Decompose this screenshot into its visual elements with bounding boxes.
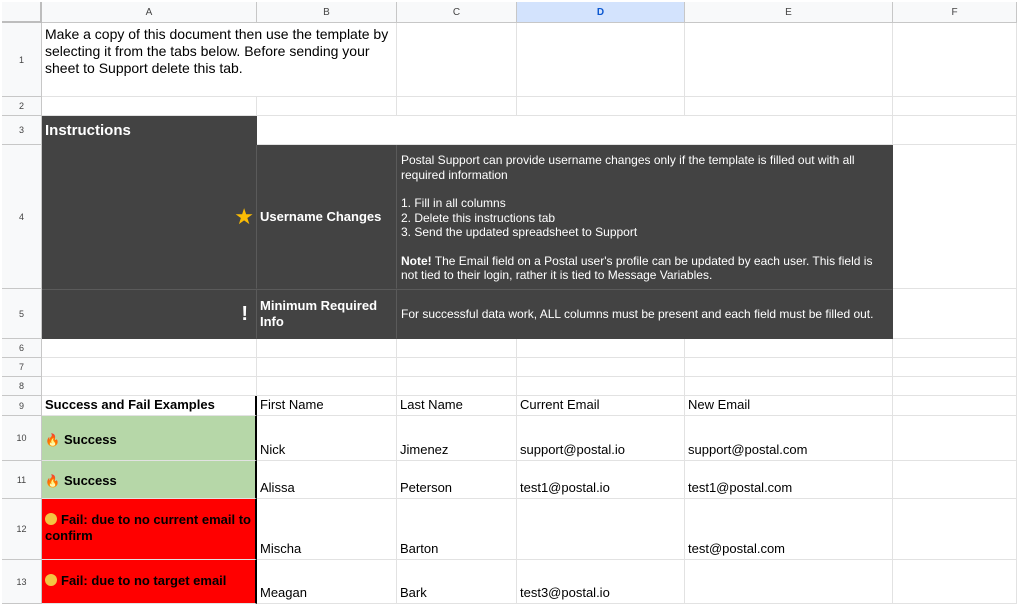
status-label: Fail: due to no current email to confirm: [45, 512, 251, 543]
cell-a6[interactable]: [42, 339, 257, 358]
column-header-e[interactable]: E: [685, 2, 893, 23]
instructions-title[interactable]: Instructions: [42, 116, 257, 145]
header-first-name[interactable]: First Name: [257, 396, 397, 416]
cell-e1[interactable]: [685, 23, 893, 97]
cell-f12[interactable]: [893, 499, 1017, 560]
cell-first-name[interactable]: Mischa: [257, 499, 397, 560]
cell-c6[interactable]: [397, 339, 517, 358]
column-header-f[interactable]: F: [893, 2, 1017, 23]
username-changes-details[interactable]: [397, 145, 893, 289]
cell-f8[interactable]: [893, 377, 1017, 396]
column-header-b[interactable]: B: [257, 2, 397, 23]
cell-a2[interactable]: [42, 97, 257, 116]
row-header-10[interactable]: 10: [2, 416, 42, 461]
row-header-7[interactable]: 7: [2, 358, 42, 377]
cell-f2[interactable]: [893, 97, 1017, 116]
cell-f10[interactable]: [893, 416, 1017, 461]
cell-c1[interactable]: [397, 23, 517, 97]
row-header-2[interactable]: 2: [2, 97, 42, 116]
cell-e7[interactable]: [685, 358, 893, 377]
cell-b6[interactable]: [257, 339, 397, 358]
fire-icon: 🔥: [45, 433, 60, 447]
cell-c8[interactable]: [397, 377, 517, 396]
header-last-name[interactable]: Last Name: [397, 396, 517, 416]
cell-current-email[interactable]: [517, 499, 685, 560]
note-paragraph: [401, 254, 888, 283]
column-header-d[interactable]: D: [517, 2, 685, 23]
row-header-8[interactable]: 8: [2, 377, 42, 396]
cell-f1[interactable]: [893, 23, 1017, 97]
status-success-1[interactable]: [42, 416, 257, 461]
note-label: Note!: [401, 253, 432, 268]
row-header-4[interactable]: 4: [2, 145, 42, 289]
status-label: Success: [63, 432, 117, 447]
row-header-12[interactable]: 12: [2, 499, 42, 560]
row-header-5[interactable]: 5: [2, 289, 42, 339]
column-header-a[interactable]: A: [42, 2, 257, 23]
row-header-3[interactable]: 3: [2, 116, 42, 145]
fire-icon: 🔥: [45, 474, 60, 488]
cell-f11[interactable]: [893, 461, 1017, 499]
step-3: 3. Send the updated spreadsheet to Support: [401, 225, 638, 239]
examples-title[interactable]: Success and Fail Examples: [42, 396, 257, 416]
cell-a4-icon: [42, 145, 257, 289]
cell-b2[interactable]: [257, 97, 397, 116]
row-header-1[interactable]: 1: [2, 23, 42, 97]
cell-last-name[interactable]: Barton: [397, 499, 517, 560]
row-header-6[interactable]: 6: [2, 339, 42, 358]
step-2: 2. Delete this instructions tab: [401, 210, 556, 225]
status-label: Success: [63, 473, 117, 488]
star-icon: ★: [234, 203, 254, 229]
cell-current-email[interactable]: test3@postal.io: [517, 560, 685, 604]
minimum-required-text[interactable]: For successful data work, ALL columns must be present and each field must be filled out.: [397, 289, 893, 339]
username-intro: Postal Support can provide username changes only if the template is filled out with all required information: [401, 153, 855, 182]
exclamation-icon: !: [241, 302, 248, 325]
cell-d2[interactable]: [517, 97, 685, 116]
cell-first-name[interactable]: Meagan: [257, 560, 397, 604]
cell-first-name[interactable]: Alissa: [257, 461, 397, 499]
cell-b8[interactable]: [257, 377, 397, 396]
cell-f13[interactable]: [893, 560, 1017, 604]
cell-d8[interactable]: [517, 377, 685, 396]
cell-e8[interactable]: [685, 377, 893, 396]
cell-new-email[interactable]: test@postal.com: [685, 499, 893, 560]
status-label: Fail: due to no target email: [61, 573, 227, 588]
status-fail-2[interactable]: [42, 560, 257, 604]
cell-f7[interactable]: [893, 358, 1017, 377]
row-header-13[interactable]: 13: [2, 560, 42, 604]
column-header-c[interactable]: C: [397, 2, 517, 23]
row-header-11[interactable]: 11: [2, 461, 42, 499]
cell-c7[interactable]: [397, 358, 517, 377]
cell-a1-note[interactable]: Make a copy of this document then use the template by selecting it from the tabs below. Before sending your sheet to Support delete this tab.: [42, 23, 397, 97]
cell-d7[interactable]: [517, 358, 685, 377]
cell-f9[interactable]: [893, 396, 1017, 416]
cell-last-name[interactable]: Bark: [397, 560, 517, 604]
cell-last-name[interactable]: Peterson: [397, 461, 517, 499]
cell-e2[interactable]: [685, 97, 893, 116]
cell-c2[interactable]: [397, 97, 517, 116]
step-1: 1. Fill in all columns: [401, 196, 506, 210]
cell-new-email[interactable]: test1@postal.com: [685, 461, 893, 499]
cell-e6[interactable]: [685, 339, 893, 358]
face-icon: [45, 513, 57, 525]
username-changes-label[interactable]: Username Changes: [257, 145, 397, 289]
cell-new-email[interactable]: [685, 560, 893, 604]
header-current-email[interactable]: Current Email: [517, 396, 685, 416]
cell-f3[interactable]: [893, 116, 1017, 145]
cell-f4[interactable]: [893, 145, 1017, 289]
cell-current-email[interactable]: support@postal.io: [517, 416, 685, 461]
cell-current-email[interactable]: test1@postal.io: [517, 461, 685, 499]
status-fail-1[interactable]: [42, 499, 257, 560]
select-all-corner[interactable]: [2, 2, 42, 23]
cell-b3[interactable]: [257, 116, 893, 145]
face-icon: [45, 574, 57, 586]
cell-last-name[interactable]: Jimenez: [397, 416, 517, 461]
cell-d1[interactable]: [517, 23, 685, 97]
cell-f5[interactable]: [893, 289, 1017, 339]
status-success-2[interactable]: [42, 461, 257, 499]
minimum-required-label[interactable]: Minimum Required Info: [257, 289, 397, 339]
header-new-email[interactable]: New Email: [685, 396, 893, 416]
cell-d6[interactable]: [517, 339, 685, 358]
note-text: The Email field on a Postal user's profile can be updated by each user. This field is not tied to their login, rather it is tied to Message Variables.: [401, 253, 873, 282]
cell-new-email[interactable]: support@postal.com: [685, 416, 893, 461]
cell-b7[interactable]: [257, 358, 397, 377]
cell-first-name[interactable]: Nick: [257, 416, 397, 461]
row-header-9[interactable]: 9: [2, 396, 42, 416]
cell-f6[interactable]: [893, 339, 1017, 358]
cell-a5-icon: [42, 289, 257, 339]
cell-a8[interactable]: [42, 377, 257, 396]
cell-a7[interactable]: [42, 358, 257, 377]
